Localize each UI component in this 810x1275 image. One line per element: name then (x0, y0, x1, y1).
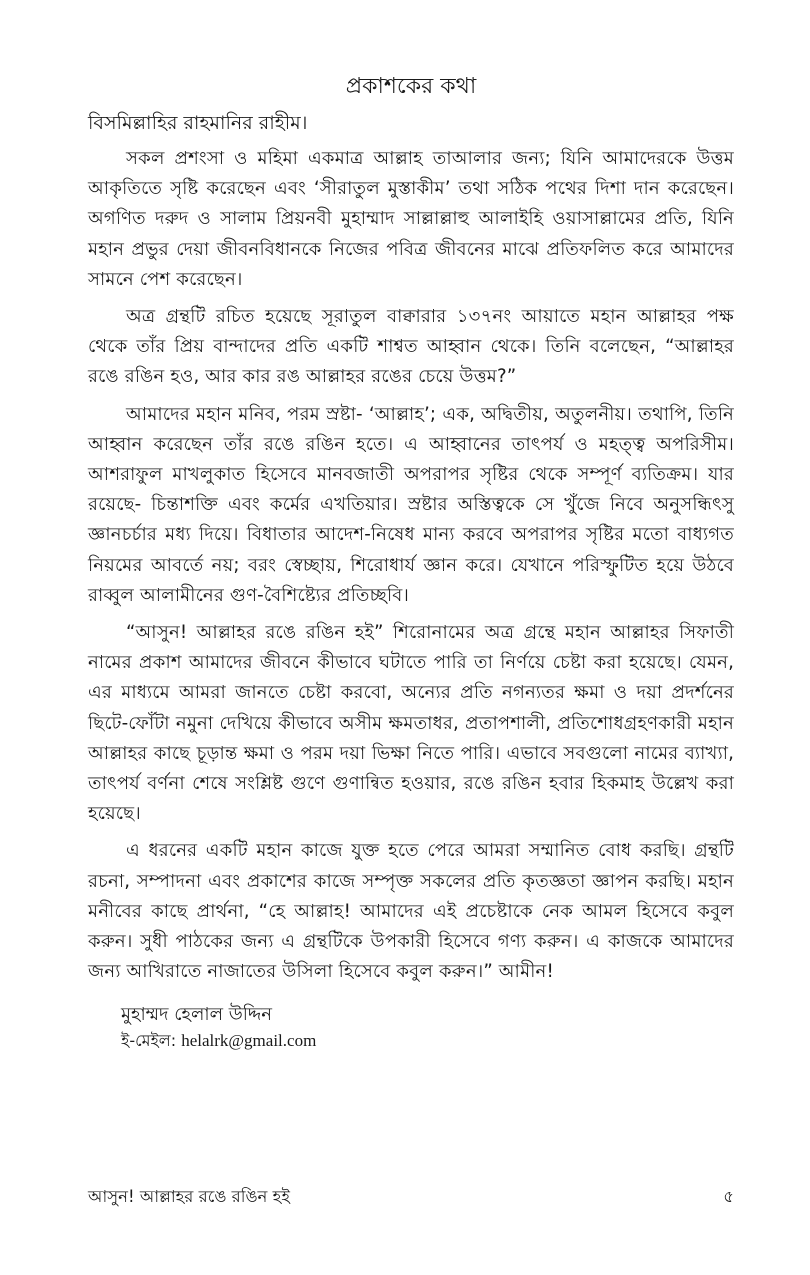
page-title: প্রকাশকের কথা (345, 74, 477, 99)
author-email-line (121, 1029, 734, 1053)
bismillah-line: বিসমিল্লাহির রাহমানির রাহীম। (88, 112, 308, 134)
paragraph-gratitude: এ ধরনের একটি মহান কাজে যুক্ত হতে পেরে আমরা সম্মানিত বোধ করছি। গ্রন্থটি রচনা, সম্পাদনা এবং প্রকাশের কাজে সম্পৃক্ত সকলের প্রতি কৃতজ্ঞতা জ্ঞাপন করছি। মহান মনীবের কাছে প্রার্থনা, “হে আল্লাহ! আমাদের এই প্রচেষ্টাকে নেক আমল হিসেবে কবুল করুন। সুধী পাঠকের জন্য এ গ্রন্থটিকে উপকারী হিসেবে গণ্য করুন। এ কাজকে আমাদের জন্য আখিরাতে নাজাতের উসিলা হিসেবে কবুল করুন।” আমীন! (88, 840, 734, 983)
running-footer-title: আসুন! আল্লাহর রঙে রঙিন হই (88, 1187, 290, 1206)
paragraph-meaning: আমাদের মহান মনিব, পরম স্রষ্টা- ‘আল্লাহ’; এক, অদ্বিতীয়, অতুলনীয়। তথাপি, তিনি আহ্বান করেছেন তাঁর রঙে রঙিন হতে। এ আহ্বানের তাৎপর্য ও মহত্ত্ব অপরিসীম। আশরাফুল মাখলুকাত হিসেবে মানবজাতী অপরাপর সৃষ্টির থেকে সম্পূর্ণ ব্যতিক্রম। যার রয়েছে- চিন্তাশক্তি এবং কর্মের এখতিয়ার। স্রষ্টার অস্তিত্বকে সে খুঁজে নিবে অনুসন্ধিৎসু জ্ঞানচর্চার মধ্য দিয়ে। বিধাতার আদেশ-নিষেধ মান্য করবে অপরাপর সৃষ্টির মতো বাধ্যগত নিয়মের আবর্তে নয়; বরং স্বেচ্ছায়, শিরোধার্য জ্ঞান করে। যেখানে পরিস্ফুটিত হয়ে উঠবে রাব্বুল আলামীনের গুণ-বৈশিষ্ট্যের প্রতিচ্ছবি। (88, 403, 734, 606)
signature-block (88, 1001, 734, 1053)
page-footer (88, 1184, 734, 1210)
paragraph-praise: সকল প্রশংসা ও মহিমা একমাত্র আল্লাহ তাআলার জন্য; যিনি আমাদেরকে উত্তম আকৃতিতে সৃষ্টি করেছেন এবং ‘সীরাতুল মুস্তাকীম’ তথা সঠিক পথের দিশা দান করেছেন। অগণিত দরুদ ও সালাম প্রিয়নবী মুহাম্মাদ সাল্লাল্লাহু আলাইহি ওয়াসাল্লামের প্রতি, যিনি মহান প্রভুর দেয়া জীবনবিধানকে নিজের পবিত্র জীবনের মাঝে প্রতিফলিত করে আমাদের সামনে পেশ করেছেন। (88, 148, 734, 290)
email-label: ই-মেইল: (121, 1031, 177, 1051)
paragraph-origin: অত্র গ্রন্থটি রচিত হয়েছে সূরাতুল বাক্বারার ১৩৭নং আয়াতে মহান আল্লাহর পক্ষ থেকে তাঁর প্রিয় বান্দাদের প্রতি একটি শাশ্বত আহ্বান থেকে। তিনি বলেছেন, “আল্লাহর রঙে রঙিন হও, আর কার রঙ আল্লাহর রঙের চেয়ে উত্তম?” (88, 306, 734, 388)
publisher-note-page (88, 70, 734, 1053)
paragraph-book-purpose: “আসুন! আল্লাহর রঙে রঙিন হই” শিরোনামের অত্র গ্রন্থে মহান আল্লাহর সিফাতী নামের প্রকাশ আমাদের জীবনে কীভাবে ঘটাতে পারি তা নির্ণয়ে চেষ্টা করা হয়েছে। যেমন, এর মাধ্যমে আমরা জানতে চেষ্টা করবো, অন্যের প্রতি নগন্যতর ক্ষমা ও দয়া প্রদর্শনের ছিটে-ফোঁটা নমুনা দেখিয়ে কীভাবে অসীম ক্ষমতাধর, প্রতাপশালী, প্রতিশোধগ্রহণকারী মহান আল্লাহর কাছে চূড়ান্ত ক্ষমা ও পরম দয়া ভিক্ষা নিতে পারি। এভাবে সবগুলো নামের ব্যাখ্যা, তাৎপর্য বর্ণনা শেষে সংশ্লিষ্ট গুণে গুণান্বিত হওয়ার, রঙে রঙিন হবার হিকমাহ উল্লেখ করা হয়েছে। (88, 622, 734, 825)
email-address[interactable]: helalrk@gmail.com (181, 1031, 317, 1051)
page-number: ৫ (723, 1187, 734, 1206)
author-name: মুহাম্মদ হেলাল উদ্দিন (121, 1004, 272, 1026)
